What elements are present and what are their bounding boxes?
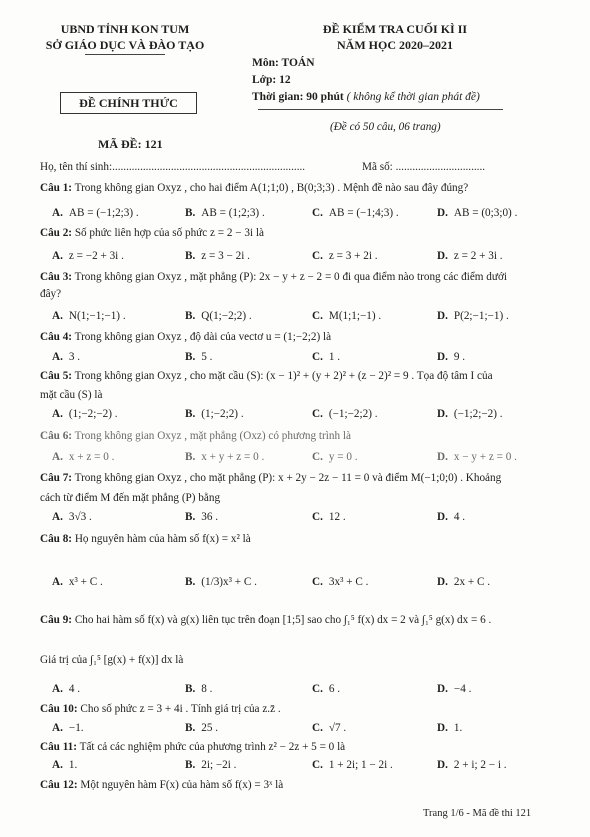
option-d: [437, 722, 462, 734]
option-b: [185, 250, 250, 262]
option-text: 12 .: [328, 511, 346, 523]
question-number: Câu 9:: [40, 614, 73, 626]
question-5: [40, 370, 493, 382]
option-letter: C.: [312, 408, 323, 420]
option-a: [52, 207, 139, 219]
question-number: Câu 1:: [40, 182, 73, 194]
question-text: Tất cả các nghiệm phức của phương trình z² − 2z + 5 = 0 là: [79, 741, 346, 753]
option-text: M(1;1;−1) .: [328, 310, 382, 322]
option-b: [185, 351, 212, 363]
option-text: x³ + C .: [68, 576, 103, 588]
option-text: 3 .: [68, 351, 81, 363]
question-number: Câu 5:: [40, 370, 73, 382]
option-text: 36 .: [201, 511, 219, 523]
student-number-field: Mã số: ................................: [362, 161, 486, 173]
option-a: [52, 576, 103, 588]
option-letter: B.: [185, 408, 196, 420]
page-footer: Trang 1/6 - Mã đề thi 121: [423, 808, 532, 819]
option-text: 5 .: [201, 351, 213, 363]
option-c: [312, 207, 399, 219]
question-text: Trong không gian Oxyz , cho mặt cầu (S): (x − 1)² + (y + 2)² + (z − 2)² = 9 . Tọa độ tâm I của: [74, 370, 493, 382]
option-text: 1 .: [328, 351, 341, 363]
option-letter: D.: [437, 722, 448, 734]
option-letter: D.: [437, 576, 448, 588]
exam-time: Thời gian: 90 phút ( không kể thời gian phát đề): [252, 91, 480, 103]
question-text-continued: đây?: [40, 288, 62, 300]
question-number: Câu 11:: [40, 741, 77, 753]
question-number: Câu 12:: [40, 779, 78, 791]
question-text: Một nguyên hàm F(x) của hàm số f(x) = 3ˣ là: [80, 779, 284, 791]
option-text: 1.: [453, 722, 463, 734]
option-text: 25 .: [201, 722, 219, 734]
option-b: [185, 207, 265, 219]
option-text: Q(1;−2;2) .: [201, 310, 252, 322]
option-text: x − y + z = 0 .: [453, 451, 517, 463]
option-text: z = 2 + 3i .: [453, 250, 503, 262]
option-c: [312, 250, 378, 262]
option-letter: D.: [437, 250, 448, 262]
option-letter: C.: [312, 451, 323, 463]
option-d: [437, 250, 503, 262]
option-text: z = −2 + 3i .: [68, 250, 124, 262]
option-c: [312, 511, 346, 523]
question-number: Câu 7:: [40, 472, 73, 484]
option-letter: A.: [52, 576, 63, 588]
option-c: [312, 722, 346, 734]
option-letter: B.: [185, 576, 196, 588]
option-text: z = 3 − 2i .: [201, 250, 250, 262]
option-b: [185, 511, 218, 523]
option-c: [312, 310, 381, 322]
option-letter: A.: [52, 351, 63, 363]
option-text: −4 .: [453, 683, 472, 695]
option-a: [52, 511, 92, 523]
option-text: AB = (0;3;0) .: [453, 207, 518, 219]
question-7: [40, 472, 501, 484]
option-text: 1.: [68, 759, 78, 771]
option-letter: A.: [52, 722, 63, 734]
option-letter: A.: [52, 759, 63, 771]
option-b: [185, 722, 218, 734]
option-d: [437, 451, 517, 463]
option-text: x + y + z = 0 .: [201, 451, 265, 463]
option-a: [52, 250, 124, 262]
option-text: y = 0 .: [328, 451, 358, 463]
option-a: [52, 408, 118, 420]
option-text: AB = (1;2;3) .: [201, 207, 265, 219]
option-letter: C.: [312, 511, 323, 523]
question-text: Cho hai hàm số f(x) và g(x) liên tục trên đoạn [1;5] sao cho ∫₁⁵ f(x) dx = 2 và ∫₁⁵ g(x) dx = 6 .: [74, 614, 492, 626]
option-d: [437, 310, 509, 322]
option-text: 2 + i; 2 − i .: [453, 759, 507, 771]
option-text: 2i; −2i .: [201, 759, 237, 771]
option-text: (−1;−2;2) .: [328, 408, 378, 420]
option-letter: D.: [437, 408, 448, 420]
option-letter: C.: [312, 722, 323, 734]
question-4: [40, 331, 331, 343]
question-11: [40, 741, 345, 753]
option-text: AB = (−1;2;3) .: [68, 207, 139, 219]
question-1: [40, 182, 468, 194]
question-text: Trong không gian Oxyz , cho mặt phẳng (P): x + 2y − 2z − 11 = 0 và điểm M(−1;0;0) . Khoảng: [74, 472, 502, 484]
question-8: [40, 533, 251, 545]
option-letter: C.: [312, 683, 323, 695]
option-letter: C.: [312, 759, 323, 771]
option-letter: D.: [437, 310, 448, 322]
option-d: [437, 351, 465, 363]
option-letter: A.: [52, 408, 63, 420]
question-text-continued: Giá trị của ∫₁⁵ [g(x) + f(x)] dx là: [40, 654, 184, 666]
question-number: Câu 3:: [40, 271, 73, 283]
option-letter: D.: [437, 351, 448, 363]
question-text: Trong không gian Oxyz , độ dài của vectơ u = (1;−2;2) là: [74, 331, 332, 343]
option-a: [52, 351, 80, 363]
option-text: x + z = 0 .: [68, 451, 115, 463]
question-10: [40, 703, 281, 715]
option-b: [185, 683, 212, 695]
option-b: [185, 576, 257, 588]
option-text: z = 3 + 2i .: [328, 250, 378, 262]
question-text: Trong không gian Oxyz , cho hai điểm A(1;1;0) , B(0;3;3) . Mệnh đề nào sau đây đúng?: [74, 182, 469, 194]
option-letter: A.: [52, 683, 63, 695]
option-letter: C.: [312, 351, 323, 363]
question-text: Trong không gian Oxyz , mặt phẳng (Oxz) có phương trình là: [74, 430, 351, 442]
option-letter: B.: [185, 451, 196, 463]
grade: Lớp: 12: [252, 74, 291, 86]
option-letter: D.: [437, 207, 448, 219]
option-text: P(2;−1;−1) .: [453, 310, 509, 322]
question-text: Trong không gian Oxyz , mặt phẳng (P): 2x − y + z − 2 = 0 đi qua điểm nào trong các điểm dưới: [74, 271, 507, 283]
option-text: 9 .: [453, 351, 466, 363]
exam-title: ĐỀ KIỂM TRA CUỐI KÌ II: [322, 22, 468, 36]
student-name-field: Họ, tên thí sinh:.....................................................................: [40, 161, 306, 173]
question-12: [40, 779, 283, 791]
option-text: 8 .: [201, 683, 213, 695]
question-text-continued: cách từ điểm M đến mặt phẳng (P) bằng: [40, 492, 221, 504]
option-b: [185, 451, 264, 463]
question-number: Câu 10:: [40, 703, 78, 715]
option-b: [185, 408, 244, 420]
question-2: [40, 227, 264, 239]
option-a: [52, 722, 84, 734]
exam-code: MÃ ĐỀ: 121: [98, 137, 163, 151]
option-text: √7 .: [328, 722, 347, 734]
option-c: [312, 759, 393, 771]
option-a: [52, 310, 126, 322]
option-letter: C.: [312, 250, 323, 262]
option-c: [312, 351, 340, 363]
option-text: (1;−2;−2) .: [68, 408, 118, 420]
question-number: Câu 4:: [40, 331, 73, 343]
option-a: [52, 683, 80, 695]
question-text-continued: mặt cầu (S) là: [40, 389, 103, 401]
option-c: [312, 451, 358, 463]
option-a: [52, 451, 114, 463]
question-number: Câu 8:: [40, 533, 73, 545]
option-text: 4 .: [68, 683, 81, 695]
option-d: [437, 511, 465, 523]
header-underline: [85, 54, 165, 55]
office-name: SỞ GIÁO DỤC VÀ ĐÀO TẠO: [45, 38, 205, 52]
option-d: [437, 576, 490, 588]
option-c: [312, 683, 340, 695]
option-text: AB = (−1;4;3) .: [328, 207, 399, 219]
option-letter: A.: [52, 451, 63, 463]
option-letter: B.: [185, 351, 196, 363]
option-b: [185, 759, 236, 771]
question-text: Cho số phức z = 3 + 4i . Tính giá trị của z.z̄ .: [80, 703, 281, 715]
question-number: Câu 6:: [40, 430, 73, 442]
option-text: 3x³ + C .: [328, 576, 369, 588]
option-letter: C.: [312, 576, 323, 588]
option-letter: B.: [185, 207, 196, 219]
question-6: [40, 430, 351, 442]
question-3: [40, 271, 507, 283]
option-letter: B.: [185, 310, 196, 322]
question-text: Số phức liên hợp của số phức z = 2 − 3i là: [74, 227, 264, 239]
option-c: [312, 408, 378, 420]
option-letter: A.: [52, 310, 63, 322]
option-letter: B.: [185, 250, 196, 262]
option-text: N(1;−1;−1) .: [68, 310, 126, 322]
department-name: UBND TỈNH KON TUM: [60, 22, 190, 36]
option-letter: D.: [437, 759, 448, 771]
option-letter: A.: [52, 207, 63, 219]
option-text: −1.: [68, 722, 84, 734]
subject: Môn: TOÁN: [252, 57, 315, 69]
question-number: Câu 2:: [40, 227, 73, 239]
school-year: NĂM HỌC 2020–2021: [337, 38, 453, 52]
option-b: [185, 310, 252, 322]
option-letter: A.: [52, 511, 63, 523]
option-text: (1;−2;2) .: [201, 408, 244, 420]
option-text: 6 .: [328, 683, 341, 695]
option-letter: C.: [312, 310, 323, 322]
option-letter: B.: [185, 683, 196, 695]
option-text: 1 + 2i; 1 − 2i .: [328, 759, 393, 771]
option-text: 4 .: [453, 511, 466, 523]
official-stamp-box: ĐỀ CHÍNH THỨC: [60, 92, 197, 114]
option-letter: B.: [185, 722, 196, 734]
option-d: [437, 207, 517, 219]
pages-note: (Đề có 50 câu, 06 trang): [330, 121, 441, 133]
option-letter: D.: [437, 511, 448, 523]
option-letter: D.: [437, 451, 448, 463]
option-text: 3√3 .: [68, 511, 92, 523]
question-text: Họ nguyên hàm của hàm số f(x) = x² là: [74, 533, 251, 545]
option-a: [52, 759, 77, 771]
option-text: 2x + C .: [453, 576, 491, 588]
option-text: (−1;2;−2) .: [453, 408, 503, 420]
option-letter: C.: [312, 207, 323, 219]
question-9: [40, 614, 491, 626]
option-d: [437, 408, 503, 420]
option-text: (1/3)x³ + C .: [201, 576, 257, 588]
option-letter: B.: [185, 759, 196, 771]
option-c: [312, 576, 368, 588]
option-letter: A.: [52, 250, 63, 262]
option-d: [437, 759, 507, 771]
option-d: [437, 683, 471, 695]
option-letter: B.: [185, 511, 196, 523]
option-letter: D.: [437, 683, 448, 695]
time-underline: [258, 109, 503, 110]
